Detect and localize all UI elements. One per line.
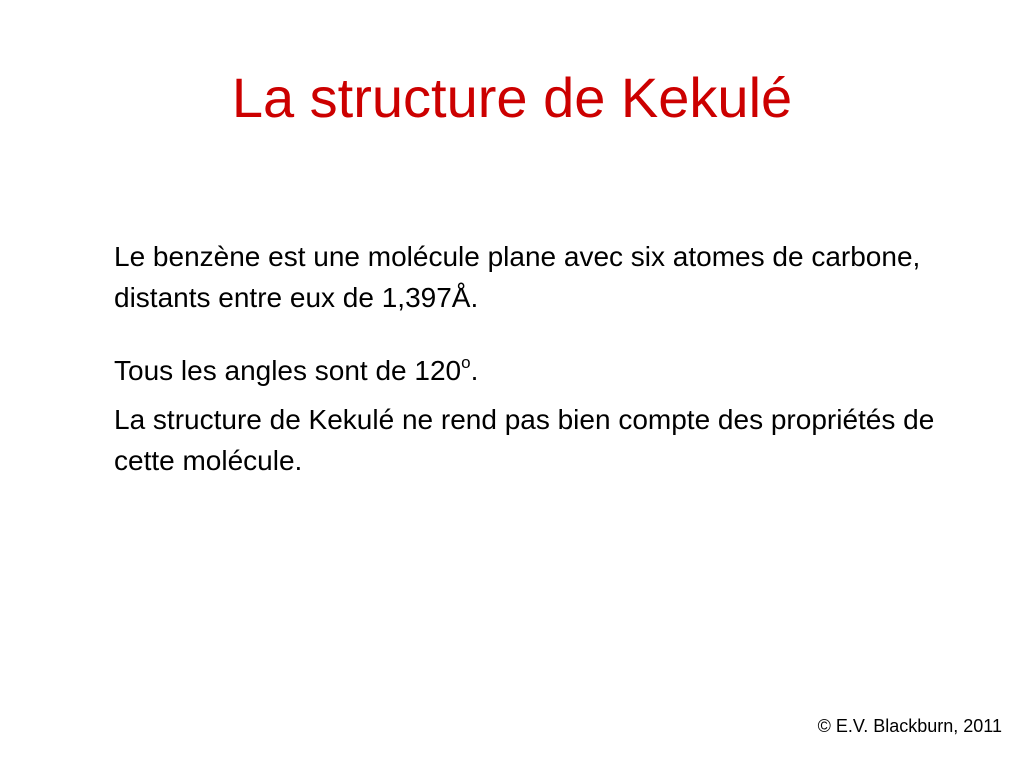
- slide-title: La structure de Kekulé: [231, 66, 793, 129]
- degree-superscript: o: [461, 353, 471, 372]
- angles-period: .: [470, 355, 479, 386]
- copyright-footer: © E.V. Blackburn, 2011: [817, 716, 1002, 736]
- angles-text: Tous les angles sont de 120: [114, 355, 462, 386]
- paragraph-benzene-description: Le benzène est une molécule plane avec six atomes de carbone, distants entre eux de 1,397Å.: [114, 241, 921, 313]
- slide-body: [114, 236, 984, 481]
- paragraph-kekule-limitation: La structure de Kekulé ne rend pas bien compte des propriétés de cette molécule.: [114, 404, 935, 476]
- paragraph-angles: [114, 350, 984, 391]
